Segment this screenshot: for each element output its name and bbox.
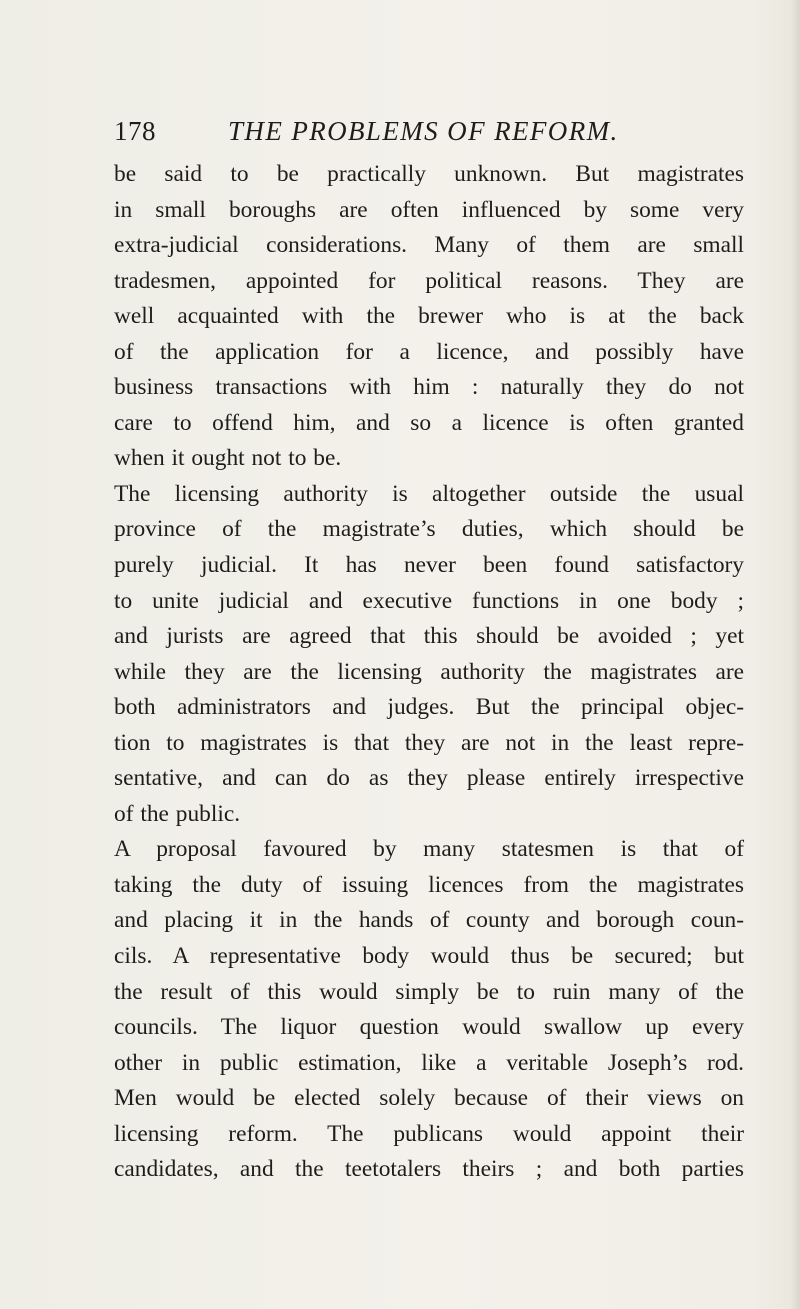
text-line: business transactions with him : naturally they do not (114, 374, 744, 401)
text-line: taking the duty of issuing licences from the magistrates (114, 871, 744, 898)
text-line: while they are the licensing authority the magistrates are (114, 658, 744, 685)
text-line: councils. The liquor question would swallow up every (114, 1014, 744, 1041)
text-line: in small boroughs are often influenced by some very (114, 196, 744, 223)
text-line: be said to be practically unknown. But magistrates (114, 161, 744, 187)
running-title: THE PROBLEMS OF REFORM. (228, 116, 619, 146)
text-line: the result of this would simply be to ruin many of the (114, 978, 744, 1005)
text-line: A proposal favoured by many statesmen is that of (114, 836, 744, 863)
text-line: and jurists are agreed that this should be avoided ; yet (114, 623, 744, 650)
body-text (114, 157, 744, 1188)
page-number: 178 (114, 116, 156, 146)
text-line: of the public. (114, 800, 241, 827)
text-line: purely judicial. It has never been found satisfactory (114, 552, 744, 579)
text-line: care to offend him, and so a licence is often granted (114, 409, 744, 436)
text-line: province of the magistrate’s duties, which should be (114, 516, 744, 543)
text-line: extra-judicial considerations. Many of them are small (114, 232, 744, 259)
text-line: licensing reform. The publicans would appoint their (114, 1120, 744, 1147)
text-line: to unite judicial and executive functions in one body ; (114, 587, 744, 614)
text-line: both administrators and judges. But the principal objec- (114, 694, 744, 721)
text-line: of the application for a licence, and possibly have (114, 338, 744, 365)
text-line: other in public estimation, like a veritable Joseph’s rod. (114, 1049, 744, 1076)
text-line: when it ought not to be. (114, 445, 342, 472)
text-line: tradesmen, appointed for political reasons. They are (114, 267, 744, 294)
page-header (114, 111, 734, 151)
text-line: The licensing authority is altogether outside the usual (114, 480, 744, 507)
text-line: well acquainted with the brewer who is at the back (114, 303, 744, 330)
text-line: and placing it in the hands of county and borough coun- (114, 907, 744, 934)
text-line: tion to magistrates is that they are not in the least repre- (114, 729, 744, 756)
text-line: Men would be elected solely because of their views on (114, 1085, 744, 1112)
text-line: sentative, and can do as they please entirely irrespective (114, 765, 744, 792)
text-line: candidates, and the teetotalers theirs ; and both parties (114, 1156, 744, 1183)
text-line: cils. A representative body would thus be secured; but (114, 943, 744, 970)
